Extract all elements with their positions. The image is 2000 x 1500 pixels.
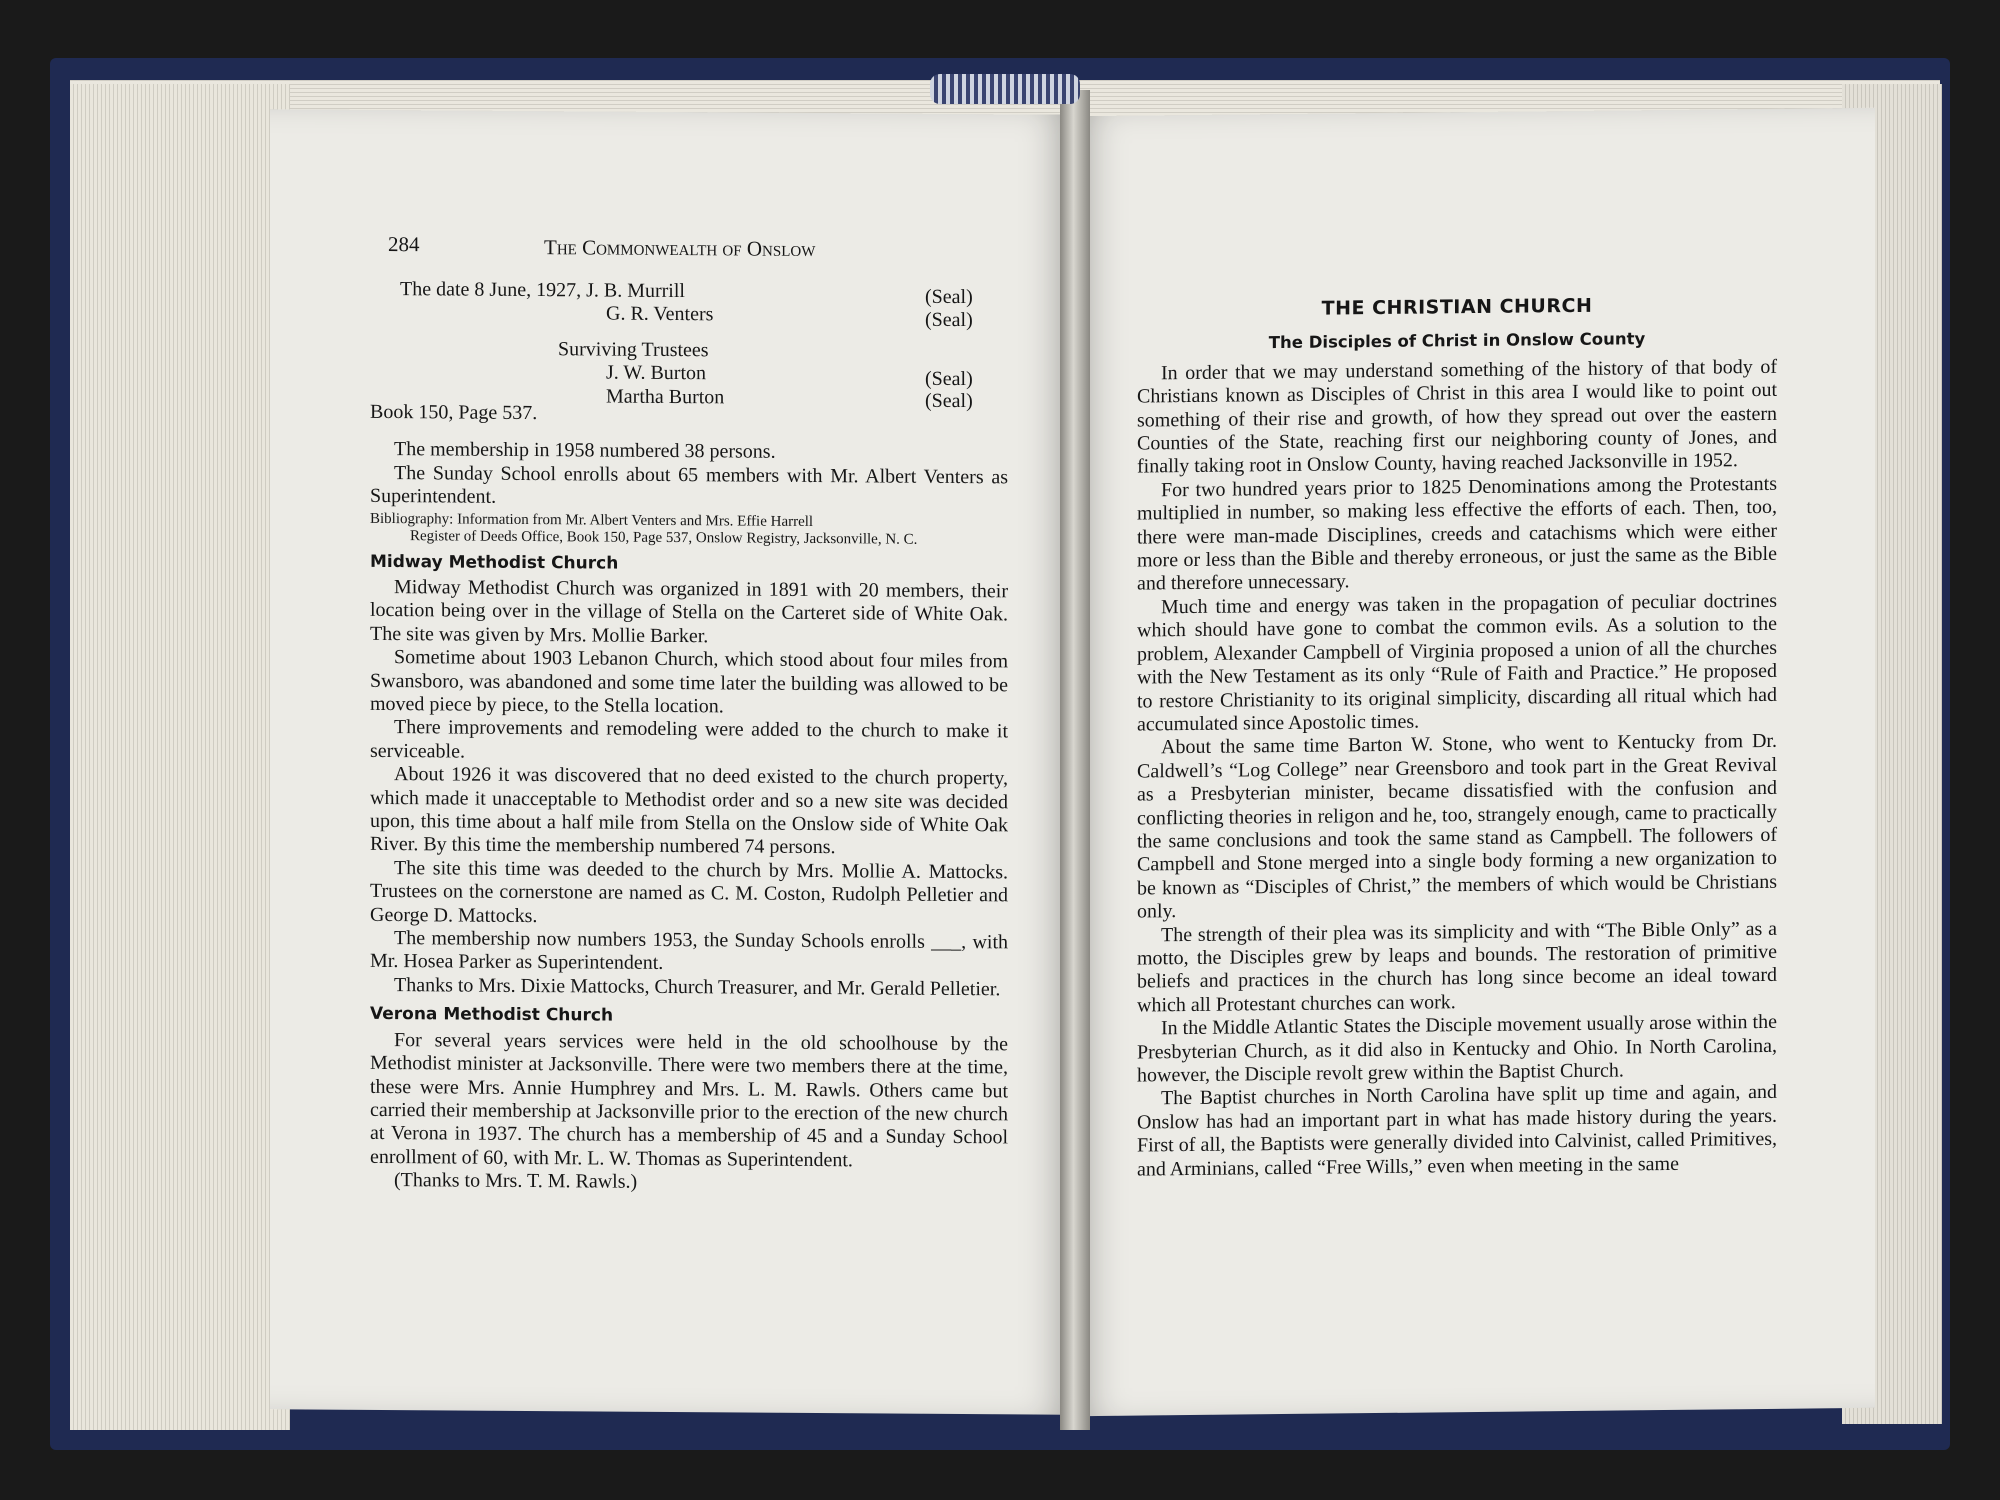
right-page-text — [1137, 293, 1777, 1182]
bibliography — [370, 510, 1008, 548]
paragraph: There improvements and remodeling were added to the church to make it serviceable. — [370, 716, 1008, 763]
signature-block — [370, 278, 1008, 429]
chapter-subtitle: The Disciples of Christ in Onslow County — [1268, 329, 1646, 353]
book-gutter — [1060, 90, 1090, 1430]
page-number: 284 — [388, 232, 420, 257]
seal-4: (Seal) — [925, 389, 973, 412]
paragraph: Much time and energy was taken in the propagation of peculiar doctrines which should have gone to combat the common evils. As a solution to the problem, Alexander Campbell of Virginia proposed a union of all the churches with the New Testament as its only “Rule of Faith and Practice.” He proposed to restore Christianity to its original simplicity, discarding all ritual which had accumulated since Apostolic times. — [1137, 589, 1777, 736]
paragraph: (Thanks to Mrs. T. M. Rawls.) — [394, 1169, 638, 1193]
paragraph: Midway Methodist Church was organized in 1891 with 20 members, their location being over in the village of Stella on the Carteret side of White Oak. The site was given by Mrs. Mollie Barker. — [370, 576, 1008, 648]
section-heading-midway: Midway Methodist Church — [370, 551, 619, 574]
bibliography-label: Bibliography: Information from Mr. Albert Venters and Mrs. Effie Harrell — [370, 510, 814, 530]
paragraph: For several years services were held in the old schoolhouse by the Methodist minister at Jacksonville. There were two members there at the time, these were Mrs. Annie Humphrey and Mrs. L. M. Rawls. Others came but carried their membership at Jacksonville prior to the erection of the new church at Verona in 1937. The church has a membership of 45 and a Sunday School enrollment of 60, with Mr. L. W. Thomas as Superintendent. — [370, 1028, 1008, 1171]
paragraph: The membership now numbers 1953, the Sunday Schools enrolls ___, with Mr. Hosea Parker as Superintendent. — [370, 927, 1008, 975]
book-headband — [930, 74, 1080, 104]
sig-date-line: The date 8 June, 1927, J. B. Murrill — [400, 278, 685, 303]
sig-burton-jw: J. W. Burton — [606, 361, 707, 385]
sig-venters: G. R. Venters — [606, 302, 714, 326]
page-edges-left — [70, 84, 290, 1430]
seal-1: (Seal) — [925, 285, 973, 309]
paragraph: In order that we may understand something of the history of that body of Christians known as Disciples of Christ in this area I would like to point out something of their rise and growth, of how they spread out over the eastern Counties of the State, reaching first our neighboring county of Jones, and finally taking root in Onslow County, having reached Jacksonville in 1952. — [1137, 355, 1777, 478]
paragraph: The Baptist churches in North Carolina have split up time and again, and Onslow has had an important part in what has made history during the years. First of all, the Baptists were generally divided into Calvinist, called Primitives, and Arminians, called “Free Wills,” even when meeting in the same — [1137, 1081, 1777, 1181]
paragraph: For two hundred years prior to 1825 Denominations among the Protestants multiplied in number, so making less effective the efforts of each. Then, too, there were man-made Disciplines, creeds and catachisms which were either more or less than the Bible and thereby erroneous, or just the same as the Bible and therefore unnecessary. — [1137, 472, 1777, 596]
paragraph: Sometime about 1903 Lebanon Church, which stood about four miles from Swansboro, was abandoned and some time later the building was allowed to be moved piece by piece, to the Stella location. — [370, 646, 1008, 718]
running-head: The Commonwealth of Onslow — [544, 235, 816, 262]
right-page — [1075, 108, 1875, 1416]
paragraph: About the same time Barton W. Stone, who went to Kentucky from Dr. Caldwell’s “Log College” near Greensboro and took part in the Great Revival as a Presbyterian minister, became dissatisfied with the confusion and conflicting theories in religon and he, too, strangely enough, came to practically the same conclusions and took the same stand as Campbell. The followers of Campbell and Stone merged into a single body forming a new organization to be known as “Disciples of Christ,” the members of which would be Christians only. — [1137, 730, 1777, 923]
paragraph: The strength of their plea was its simplicity and with “The Bible Only” as a motto, the Disciples grew by leaps and bounds. The restoration of primitive beliefs and practices in the church has long since become an ideal toward which all Protestant churches can work. — [1137, 917, 1777, 1017]
sig-book-page: Book 150, Page 537. — [370, 400, 538, 425]
paragraph: About 1926 it was discovered that no deed existed to the church property, which made it unacceptable to Methodist order and so a new site was decided upon, this time about a half mile from Stella on the Onslow side of White Oak River. By this time the membership numbered 74 persons. — [370, 763, 1008, 859]
section-heading-verona: Verona Methodist Church — [370, 1004, 614, 1026]
sig-surviving-trustees: Surviving Trustees — [558, 337, 709, 362]
seal-3: (Seal) — [925, 367, 973, 391]
sig-burton-martha: Martha Burton — [606, 385, 725, 408]
chapter-title: THE CHRISTIAN CHURCH — [1321, 294, 1593, 320]
paragraph: The membership in 1958 numbered 38 persons. — [394, 438, 776, 464]
paragraph: In the Middle Atlantic States the Disciple movement usually arose within the Presbyterian Church, as it did also in Kentucky and Ohio. In North Carolina, however, the Disciple revolt grew within the Baptist Church. — [1137, 1011, 1777, 1087]
left-page — [270, 109, 1072, 1415]
seal-2: (Seal) — [925, 309, 973, 332]
bibliography-continuation: Register of Deeds Office, Book 150, Page 537, Onslow Registry, Jacksonville, N. C. — [410, 527, 918, 548]
paragraph: The site this time was deeded to the church by Mrs. Mollie A. Mattocks. Trustees on the cornerstone are named as C. M. Coston, Rudolph Pelletier and George D. Mattocks. — [370, 856, 1008, 927]
paragraph: Thanks to Mrs. Dixie Mattocks, Church Treasurer, and Mr. Gerald Pelletier. — [394, 973, 1001, 1001]
left-page-text — [370, 278, 1008, 1197]
paragraph: The Sunday School enrolls about 65 members with Mr. Albert Venters as Superintendent. — [370, 461, 1008, 508]
